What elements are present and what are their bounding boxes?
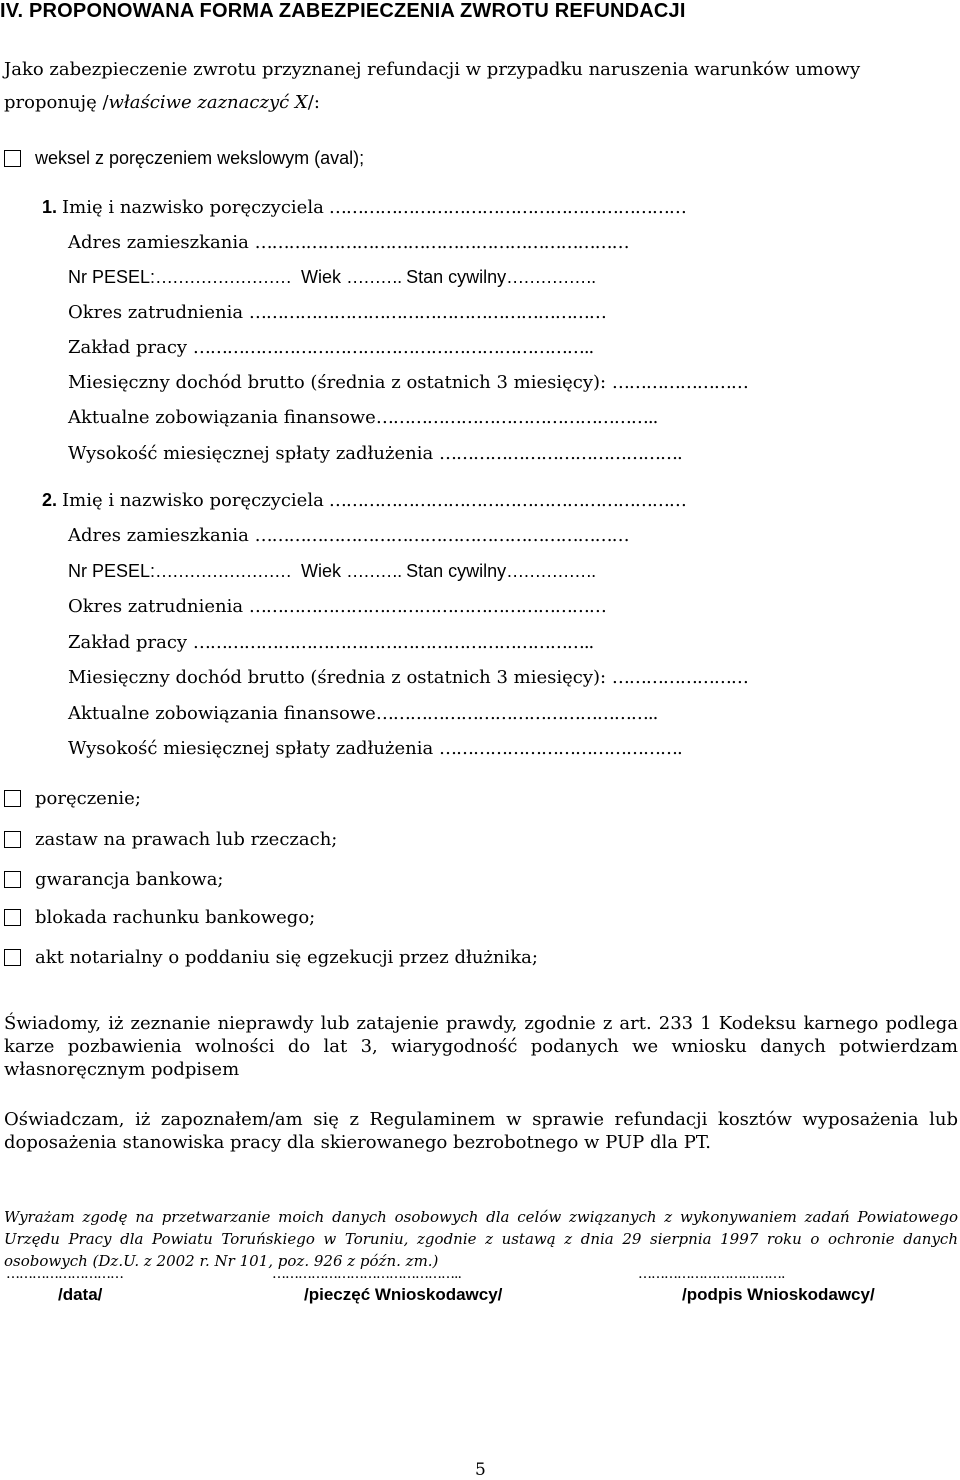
guarantor-2-obligations-field[interactable]: ………………………………………….. — [375, 703, 658, 724]
guarantor-1-status-field[interactable]: ……………. — [506, 267, 596, 287]
guarantor-2-age-label: Wiek — [301, 561, 342, 581]
option-label: blokada rachunku bankowego; — [35, 907, 316, 928]
guarantor-1-name-line — [42, 197, 686, 218]
guarantor-2-workplace-label: Zakład pracy — [68, 632, 188, 653]
guarantor-1-income-line — [68, 372, 748, 393]
guarantor-2-income-field[interactable]: …………………… — [611, 667, 748, 688]
guarantor-1-employment-field[interactable]: ……………………………………………………… — [248, 302, 606, 323]
guarantor-2-status-label: Stan cywilny — [406, 561, 507, 581]
guarantor-2-workplace-field[interactable]: …………………………………………………………….. — [192, 632, 594, 653]
guarantor-1-pesel-field[interactable]: …………………… — [155, 267, 292, 287]
guarantor-2-obligations-label: Aktualne zobowiązania finansowe — [68, 703, 376, 724]
checkbox-icon[interactable] — [4, 790, 21, 807]
checkbox-icon[interactable] — [4, 150, 21, 167]
option-weksel-label: weksel z poręczeniem wekslowym (aval); — [35, 148, 365, 168]
guarantor-2-address-line — [68, 525, 629, 546]
guarantor-1-workplace-line — [68, 337, 593, 358]
guarantor-2-status-field[interactable]: ……………. — [506, 561, 596, 581]
guarantor-2-pesel-field[interactable]: …………………… — [155, 561, 292, 581]
guarantor-1-address-field[interactable]: ………………………………………………………… — [254, 232, 629, 253]
checkbox-icon[interactable] — [4, 871, 21, 888]
option-label: gwarancja bankowa; — [35, 869, 224, 890]
option-label: poręczenie; — [35, 788, 141, 809]
checkbox-icon[interactable] — [4, 909, 21, 926]
date-label: /data/ — [58, 1285, 103, 1304]
guarantor-1-age-field[interactable]: ………. — [346, 267, 402, 287]
checkbox-icon[interactable] — [4, 831, 21, 848]
intro-line-2 — [4, 91, 320, 114]
statement-criminal-liability: Świadomy, iż zeznanie nieprawdy lub zatajenie prawdy, zgodnie z art. 233 1 Kodeksu karnego podlega karze pozbawienia wolności do lat 3, wiarygodność podanych we wniosku danych potwierdzam własnoręcznym podpisem — [4, 1013, 958, 1080]
option-akt-notarialny[interactable] — [4, 947, 538, 968]
signature-label: /podpis Wnioskodawcy/ — [682, 1285, 875, 1304]
guarantor-1-repayment-field[interactable]: ……………………………………. — [438, 443, 682, 464]
guarantor-2-repayment-line — [68, 738, 682, 759]
guarantor-2-name-field[interactable]: ……………………………………………………… — [328, 490, 686, 511]
guarantor-1-obligations-field[interactable]: ………………………………………….. — [375, 407, 658, 428]
stamp-label: /pieczęć Wnioskodawcy/ — [304, 1285, 503, 1304]
guarantor-2-employment-label: Okres zatrudnienia — [68, 596, 244, 617]
guarantor-2-address-field[interactable]: ………………………………………………………… — [254, 525, 629, 546]
signature-field[interactable]: ……………………………. — [638, 1266, 785, 1282]
guarantor-2-workplace-line — [68, 632, 593, 653]
guarantor-2-income-line — [68, 667, 748, 688]
consent-clause: Wyrażam zgodę na przetwarzanie moich danych osobowych dla celów związanych z wykonywaniem zadań Powiatowego Urzędu Pracy dla Powiatu Toruńskiego w Toruniu, zgodnie z ustawą z dnia 29 sierpnia 1997 roku o ochronie danych osobowych (Dz.U. z 2002 r. Nr 101, poz. 926 z późn. zm.) — [4, 1208, 958, 1270]
guarantor-2-repayment-label: Wysokość miesięcznej spłaty zadłużenia — [68, 738, 434, 759]
guarantor-2-repayment-field[interactable]: ……………………………………. — [438, 738, 682, 759]
guarantor-1-workplace-field[interactable]: …………………………………………………………….. — [192, 337, 594, 358]
guarantor-1-repayment-label: Wysokość miesięcznej spłaty zadłużenia — [68, 443, 434, 464]
guarantor-2-pesel-label: Nr PESEL: — [68, 561, 156, 581]
guarantor-1-name-field[interactable]: ……………………………………………………… — [328, 197, 686, 218]
guarantor-1-income-label: Miesięczny dochód brutto (średnia z ostatnich 3 miesięcy): — [68, 372, 607, 393]
intro-line-2-text: proponuję / — [4, 92, 109, 113]
option-gwarancja[interactable] — [4, 869, 224, 890]
guarantor-1-name-label: Imię i nazwisko poręczyciela — [62, 197, 324, 218]
option-label: akt notarialny o poddaniu się egzekucji przez dłużnika; — [35, 947, 538, 968]
checkbox-icon[interactable] — [4, 949, 21, 966]
intro-line-2-end: /: — [307, 92, 320, 113]
guarantor-2-number: 2. — [42, 490, 58, 510]
guarantor-1-employment-line — [68, 302, 606, 323]
guarantor-1-age-label: Wiek — [301, 267, 342, 287]
guarantor-1-number: 1. — [42, 197, 58, 217]
page-number: 5 — [475, 1460, 486, 1480]
intro-line-1: Jako zabezpieczenie zwrotu przyznanej refundacji w przypadku naruszenia warunków umowy — [4, 59, 861, 80]
guarantor-1-address-label: Adres zamieszkania — [68, 232, 249, 253]
guarantor-1-repayment-line — [68, 443, 682, 464]
option-weksel[interactable] — [4, 148, 364, 169]
section-heading: IV. PROPONOWANA FORMA ZABEZPIECZENIA ZWROTU REFUNDACJI — [0, 0, 686, 22]
guarantor-1-pesel-line — [68, 267, 595, 288]
option-label: zastaw na prawach lub rzeczach; — [35, 829, 338, 850]
statement-regulations: Oświadczam, iż zapoznałem/am się z Regulaminem w sprawie refundacji kosztów wyposażenia lub doposażenia stanowiska pracy dla skierowanego bezrobotnego w PUP dla PT. — [4, 1109, 958, 1153]
guarantor-2-income-label: Miesięczny dochód brutto (średnia z ostatnich 3 miesięcy): — [68, 667, 607, 688]
date-field[interactable]: ……………………… — [6, 1266, 123, 1282]
guarantor-2-employment-field[interactable]: ……………………………………………………… — [248, 596, 606, 617]
guarantor-2-name-line — [42, 490, 686, 511]
guarantor-1-address-line — [68, 232, 629, 253]
intro-line-2-instruction: właściwe zaznaczyć X — [108, 92, 308, 113]
guarantor-1-obligations-label: Aktualne zobowiązania finansowe — [68, 407, 376, 428]
guarantor-2-age-field[interactable]: ………. — [346, 561, 402, 581]
stamp-field[interactable]: …………………………………….. — [272, 1266, 461, 1282]
option-poreczenie[interactable] — [4, 788, 141, 809]
guarantor-2-employment-line — [68, 596, 606, 617]
guarantor-1-employment-label: Okres zatrudnienia — [68, 302, 244, 323]
guarantor-1-income-field[interactable]: …………………… — [611, 372, 748, 393]
option-zastaw[interactable] — [4, 829, 337, 850]
option-blokada[interactable] — [4, 907, 315, 928]
guarantor-1-pesel-label: Nr PESEL: — [68, 267, 156, 287]
guarantor-1-status-label: Stan cywilny — [406, 267, 507, 287]
guarantor-1-workplace-label: Zakład pracy — [68, 337, 188, 358]
guarantor-2-obligations-line — [68, 703, 657, 724]
guarantor-2-pesel-line — [68, 561, 595, 582]
guarantor-2-name-label: Imię i nazwisko poręczyciela — [62, 490, 324, 511]
guarantor-2-address-label: Adres zamieszkania — [68, 525, 249, 546]
guarantor-1-obligations-line — [68, 407, 657, 428]
